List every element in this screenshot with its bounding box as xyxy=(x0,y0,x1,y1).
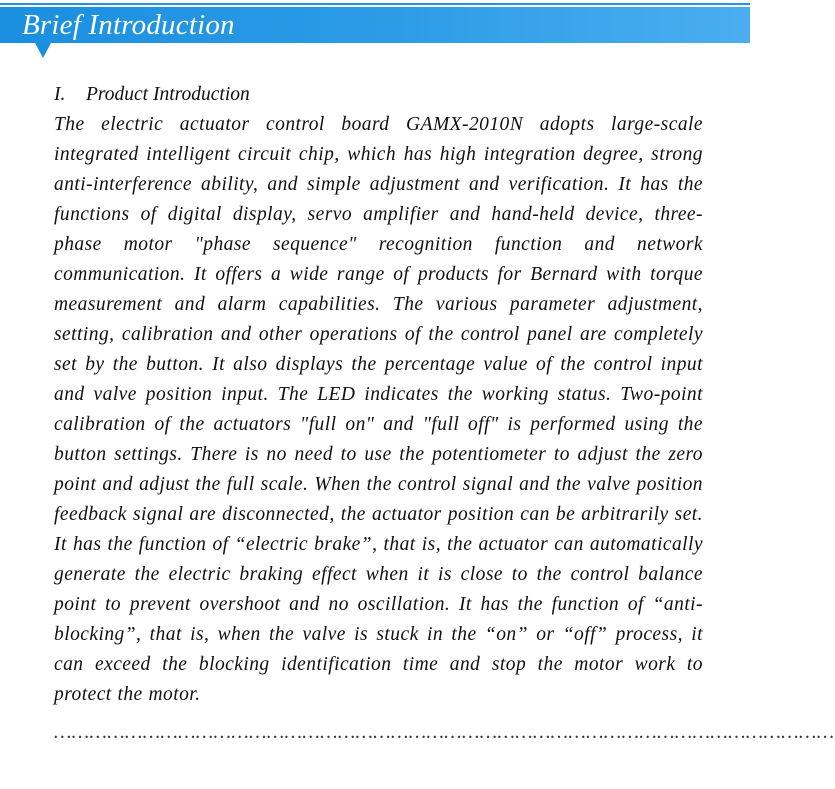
banner-title: Brief Introduction xyxy=(22,9,235,41)
section-number: I. xyxy=(54,84,66,105)
section-banner xyxy=(0,7,750,43)
section-title: Product Introduction xyxy=(86,84,250,105)
banner-top-rule xyxy=(0,3,750,5)
section-heading xyxy=(54,80,703,110)
continuation-dots: …………………………………………………………………………………………………………………… xyxy=(54,722,835,743)
section-body-text: The electric actuator control board GAMX-2010N adopts large-scale integrated intelligent circuit chip, which has high integration degree, strong anti-interference ability, and simple adjustment and verification. It has the functions of digital display, servo amplifier and hand-held device, three-phase motor "phase sequence" recognition function and network communication. It offers a wide range of products for Bernard with torque measurement and alarm capabilities. The various parameter adjustment, setting, calibration and other operations of the control panel are completely set by the button. It also displays the percentage value of the control input and valve position input. The LED indicates the working status. Two-point calibration of the actuators "full on" and "full off" is performed using the button settings. There is no need to use the potentiometer to adjust the zero point and adjust the full scale. When the control signal and the valve position feedback signal are disconnected, the actuator position can be arbitrarily set. It has the function of “electric brake”, that is, the actuator can automatically generate the electric braking effect when it is close to the control balance point to prevent overshoot and no oscillation. It has the function of “anti-blocking”, that is, when the valve is stuck in the “on” or “off” process, it can exceed the blocking identification time and stop the motor work to protect the motor. xyxy=(54,114,703,705)
product-introduction-section xyxy=(54,80,835,748)
banner-pointer xyxy=(35,43,51,58)
